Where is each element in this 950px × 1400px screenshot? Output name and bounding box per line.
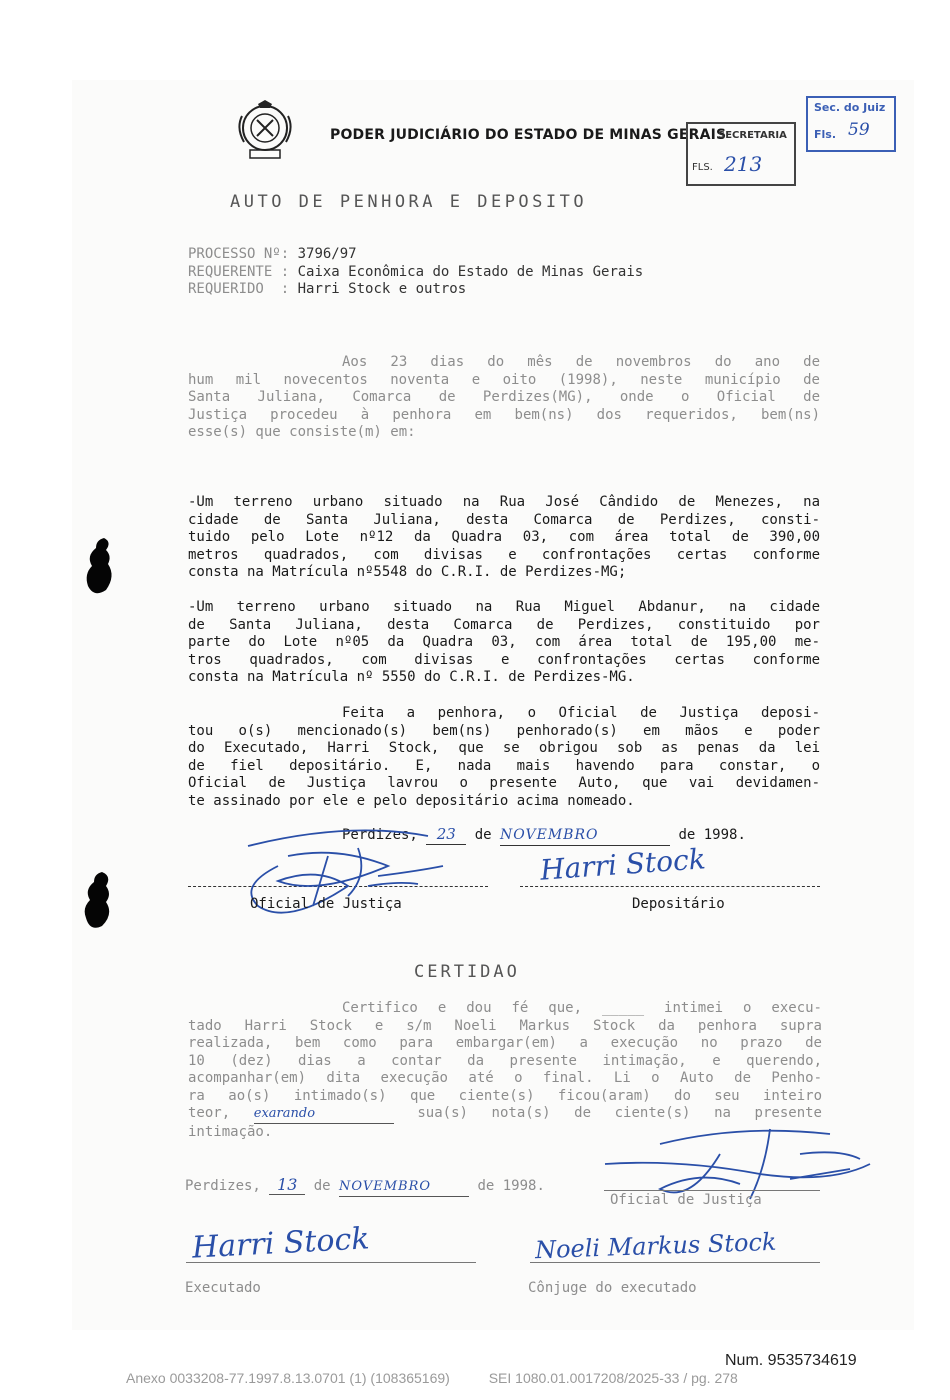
conjuge-signature: Noeli Markus Stock <box>534 1227 777 1265</box>
requerente-label: REQUERENTE : <box>188 263 290 280</box>
document-title: AUTO DE PENHORA E DEPOSITO <box>230 192 588 212</box>
asset-line: -Um terreno urbano situado na Rua Miguel Abdanur, na cidade <box>188 599 820 615</box>
certidao-line: 10 (dez) dias a contar da presente intimação, e querendo, <box>188 1052 822 1069</box>
certidao-line: intimação. <box>188 1123 273 1140</box>
certidao-title: CERTIDAO <box>414 962 520 982</box>
cert-date-suffix: de 1998. <box>477 1178 545 1194</box>
cert-date-prefix: Perdizes, <box>185 1178 261 1194</box>
certidao-line: ra ao(s) intimado(s) que ciente(s) ficou(aram) do seu inteiro <box>188 1087 822 1104</box>
teor-prefix: teor, <box>188 1105 231 1121</box>
executado-line <box>186 1262 476 1263</box>
date-de: de <box>474 827 492 843</box>
punch-hole-mark <box>80 868 116 932</box>
date-suffix: de 1998. <box>678 827 746 843</box>
processo-value: 3796/97 <box>297 246 357 262</box>
conjuge-line <box>530 1262 820 1263</box>
teor-suffix: sua(s) nota(s) de ciente(s) na presente <box>417 1105 822 1121</box>
asset-line: consta na Matrícula nº5548 do C.R.I. de Perdizes-MG; <box>188 564 627 580</box>
closing-line: te assinado por ele e pelo depositário acima nomeado. <box>188 792 635 809</box>
executado-signature: Harri Stock <box>191 1221 371 1266</box>
stamp-fls2-value: 59 <box>848 120 870 140</box>
certidao-line: tado Harri Stock e s/m Noeli Markus Stock da penhora supra <box>188 1017 822 1034</box>
requerido-label: REQUERIDO : <box>188 281 290 297</box>
closing-line: de fiel depositário. E, nada mais havendo para constar, o <box>188 757 820 774</box>
intro-line: Santa Juliana, Comarca de Perdizes(MG), onde o Oficial de <box>188 389 820 405</box>
cert-date-month: NOVEMBRO <box>339 1178 469 1197</box>
stamp-fls-label: FLS. <box>692 162 713 173</box>
intro-line: hum mil novecentos noventa e oito (1998), neste município de <box>188 371 820 388</box>
stamp-sec-juiz-label: Sec. do Juiz <box>814 101 886 114</box>
processo-label: PROCESSO Nº: <box>188 246 290 262</box>
process-metadata <box>188 246 643 299</box>
asset-line: -Um terreno urbano situado na Rua José Cândido de Menezes, na <box>188 494 820 510</box>
cert-date-de: de <box>313 1178 331 1194</box>
closing-line: Feita a penhora, o Oficial de Justiça deposi- <box>342 705 820 721</box>
punch-hole-mark <box>82 534 118 598</box>
teor-hand: exarando <box>254 1105 394 1124</box>
intro-line: esse(s) que consiste(m) em: <box>188 424 416 440</box>
certidao-line: Certifico e dou fé que, _____ intimei o execu- <box>342 1000 822 1016</box>
executado-caption: Executado <box>185 1280 261 1296</box>
intro-line: Aos 23 dias do mês de novembros do ano de <box>342 354 820 370</box>
certidao-line: acompanhar(em) dita execução até o final. Li o Auto de Penho- <box>188 1070 822 1086</box>
certidao-date-line <box>185 1176 545 1197</box>
cert-date-day: 13 <box>269 1176 305 1195</box>
depositario-signature-line <box>520 886 820 887</box>
asset-line: tros quadrados, com divisas e confrontações certas conforme <box>188 651 820 668</box>
asset-item-2 <box>188 599 820 687</box>
oficial-signature <box>228 826 468 936</box>
asset-line: cidade de Santa Juliana, desta Comarca de Perdizes, consti- <box>188 511 820 528</box>
asset-line: consta na Matrícula nº 5550 do C.R.I. de Perdizes-MG. <box>188 669 635 685</box>
date-prefix: Perdizes, <box>342 827 418 843</box>
asset-item-1 <box>188 494 820 582</box>
coat-of-arms-icon <box>232 98 298 164</box>
closing-line: do Executado, Harri Stock, que se obrigou sob as penas da lei <box>188 740 820 756</box>
date-day: 23 <box>426 826 466 845</box>
certidao-line: realizada, bem como para embargar(em) a execução no prazo de <box>188 1035 822 1051</box>
asset-line: de Santa Juliana, desta Comarca de Perdizes, constituido por <box>188 616 820 633</box>
conjuge-caption: Cônjuge do executado <box>528 1280 697 1296</box>
annex-reference: Anexo 0033208-77.1997.8.13.0701 (1) (108365169) SEI 1080.01.0017208/2025-33 / pg. 278 <box>126 1370 738 1386</box>
date-month: NOVEMBRO <box>500 827 670 846</box>
secretaria-stamp <box>686 122 796 186</box>
certidao-oficial-caption: Oficial de Justiça <box>610 1192 762 1208</box>
asset-line: tuido pelo Lote nº12 da Quadra 03, com área total de 390,00 <box>188 529 820 545</box>
asset-line: parte do Lote nº05 da Quadra 03, com área total de 195,00 me- <box>188 634 820 650</box>
sec-juiz-stamp <box>806 96 896 152</box>
closing-line: tou o(s) mencionado(s) bem(ns) penhorado(s) em mãos e poder <box>188 722 820 739</box>
document-number: Num. 9535734619 <box>725 1352 857 1369</box>
intro-paragraph <box>188 354 820 442</box>
depositario-signature: Harri Stock <box>539 842 707 887</box>
intro-line: Justiça procedeu à penhora em bem(ns) dos requeridos, bem(ns) <box>188 406 820 423</box>
depositario-caption: Depositário <box>632 896 725 912</box>
stamp-fls2-label: Fls. <box>814 128 837 141</box>
requerente-value: Caixa Econômica do Estado de Minas Gerais <box>297 263 644 280</box>
requerido-value: Harri Stock e outros <box>297 281 467 297</box>
closing-paragraph <box>188 705 820 810</box>
certidao-oficial-line <box>604 1190 820 1191</box>
stamp-fls-value: 213 <box>724 152 763 176</box>
closing-line: Oficial de Justiça lavrou o presente Auto, que vai devidamen- <box>188 775 820 791</box>
asset-line: metros quadrados, com divisas e confrontações certas conforme <box>188 546 820 563</box>
court-name: PODER JUDICIÁRIO DO ESTADO DE MINAS GERAIS <box>330 127 727 143</box>
stamp-secretaria-label: SECRETARIA <box>718 130 787 141</box>
oficial-caption: Oficial de Justiça <box>250 896 402 912</box>
